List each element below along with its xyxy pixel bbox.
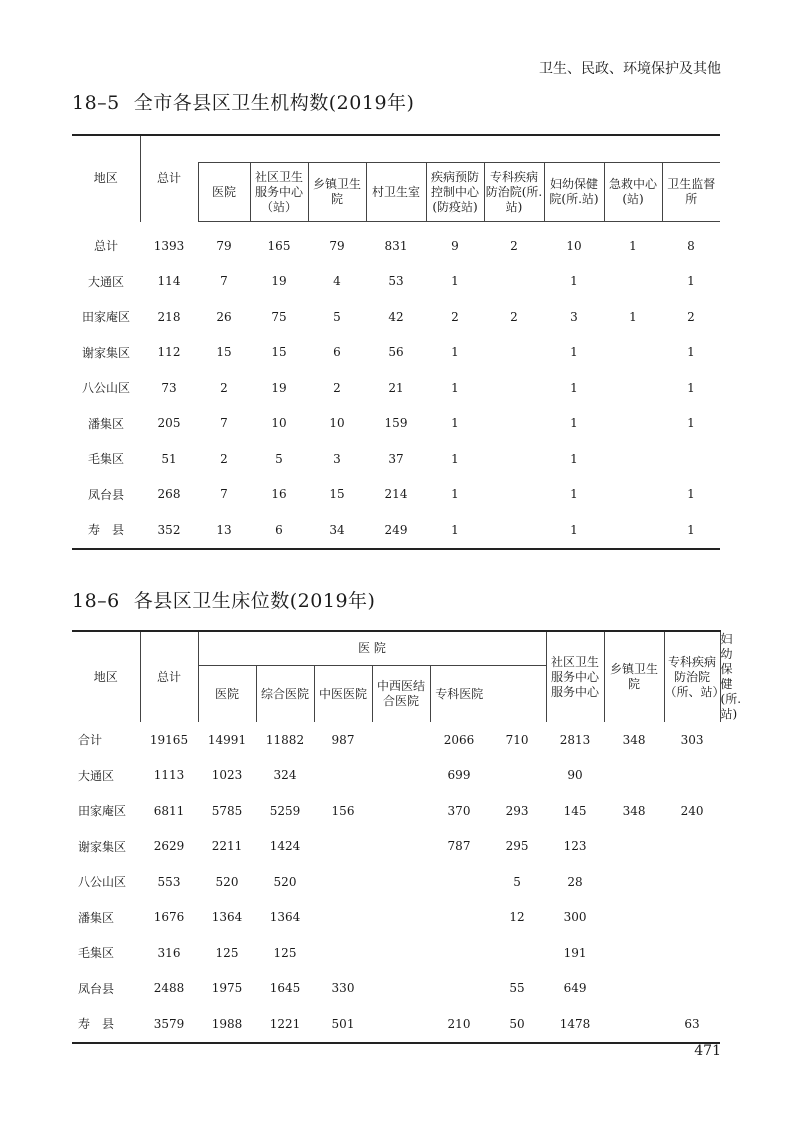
cell-mch: 1 bbox=[570, 380, 578, 395]
cell-total: 112 bbox=[157, 345, 181, 360]
cell-emergency bbox=[604, 477, 662, 513]
cell-cdc: 1 bbox=[426, 512, 484, 549]
cell-township: 2 bbox=[333, 380, 341, 395]
cell-total: 2629 bbox=[153, 839, 185, 854]
table2-body bbox=[72, 722, 720, 1043]
t2-header-general: 综合医院 bbox=[256, 666, 314, 722]
cell-general: 1364 bbox=[269, 910, 301, 925]
cell-cdc: 1 bbox=[451, 274, 459, 289]
cell-tcm: 501 bbox=[314, 1006, 372, 1043]
cell-general: 1645 bbox=[269, 981, 301, 996]
cell-region: 田家庵区 bbox=[81, 310, 130, 325]
cell-township: 649 bbox=[563, 981, 587, 996]
cell-tcm bbox=[314, 758, 372, 794]
cell-emergency bbox=[604, 335, 662, 371]
cell-township: 300 bbox=[563, 910, 587, 925]
cell-village: 249 bbox=[366, 512, 426, 549]
table-row bbox=[72, 406, 720, 442]
table-row bbox=[72, 1006, 720, 1043]
cell-township: 2813 bbox=[559, 732, 591, 747]
cell-mch bbox=[664, 935, 720, 971]
cell-community: 5 bbox=[513, 874, 521, 889]
cell-mch: 1 bbox=[570, 451, 578, 466]
cell-region: 八公山区 bbox=[81, 381, 130, 396]
cell-specialty-prevention: 348 bbox=[622, 732, 646, 747]
cell-mch: 1 bbox=[570, 345, 578, 360]
cell-specialty: 2 bbox=[510, 309, 518, 324]
cell-mch bbox=[664, 900, 720, 936]
t2-header-specialty-prevention: 专科疾病防治院（所、站） bbox=[664, 631, 720, 722]
chapter-title: 卫生、民政、环境保护及其他 bbox=[539, 61, 721, 77]
cell-township: 4 bbox=[333, 274, 341, 289]
cell-general: 11882 bbox=[265, 732, 305, 747]
cell-integrated bbox=[372, 900, 430, 936]
table-row bbox=[72, 222, 720, 264]
cell-hospital: 26 bbox=[216, 309, 232, 324]
cell-general: 1424 bbox=[269, 839, 301, 854]
cell-specialty-prevention bbox=[604, 864, 664, 900]
cell-specialty-prevention bbox=[604, 1006, 664, 1043]
t1-header-emergency: 急救中心(站) bbox=[604, 163, 662, 222]
cell-hospital: 2211 bbox=[211, 839, 243, 854]
cell-total: 268 bbox=[157, 487, 181, 502]
cell-cdc: 1 bbox=[451, 416, 459, 431]
cell-emergency bbox=[604, 370, 662, 406]
cell-mch: 240 bbox=[680, 803, 704, 818]
table2-title bbox=[72, 586, 375, 613]
table-row bbox=[72, 829, 720, 865]
cell-total: 316 bbox=[157, 945, 181, 960]
cell-specialty-hospital: 787 bbox=[447, 839, 471, 854]
cell-tcm: 987 bbox=[331, 732, 355, 747]
cell-specialty: 2 bbox=[510, 238, 518, 253]
cell-tcm bbox=[314, 829, 372, 865]
cell-supervision: 8 bbox=[687, 238, 695, 253]
cell-community: 19 bbox=[271, 380, 287, 395]
cell-tcm: 156 bbox=[331, 803, 355, 818]
cell-community: 165 bbox=[267, 238, 291, 253]
cell-township: 3 bbox=[333, 451, 341, 466]
cell-specialty-hospital bbox=[430, 971, 488, 1007]
table1-title bbox=[72, 88, 414, 115]
cell-specialty-prevention bbox=[604, 900, 664, 936]
t1-header-cdc: 疾病预防控制中心(防疫站) bbox=[426, 163, 484, 222]
t2-header-specialty-hospital: 专科医院 bbox=[430, 666, 488, 722]
cell-supervision: 1 bbox=[687, 274, 695, 289]
cell-hospital: 13 bbox=[198, 512, 250, 549]
cell-integrated bbox=[372, 935, 430, 971]
cell-mch: 1 bbox=[570, 416, 578, 431]
t2-header-hospital-group: 医 院 bbox=[198, 631, 546, 666]
cell-specialty-hospital: 210 bbox=[430, 1006, 488, 1043]
cell-general: 324 bbox=[273, 768, 297, 783]
cell-specialty bbox=[484, 477, 544, 513]
cell-township: 15 bbox=[329, 487, 345, 502]
cell-total: 1393 bbox=[153, 238, 185, 253]
cell-community: 16 bbox=[271, 487, 287, 502]
cell-region: 合计 bbox=[78, 733, 103, 748]
cell-region: 寿 县 bbox=[72, 1006, 140, 1043]
t2-header-total: 总计 bbox=[140, 631, 198, 722]
t2-header-integrated: 中西医结合医院 bbox=[372, 666, 430, 722]
cell-specialty bbox=[484, 264, 544, 300]
cell-village: 21 bbox=[388, 380, 404, 395]
table-row bbox=[72, 370, 720, 406]
cell-total: 1676 bbox=[153, 910, 185, 925]
cell-township: 10 bbox=[329, 416, 345, 431]
page-number: 471 bbox=[694, 1043, 721, 1059]
cell-total: 6811 bbox=[153, 803, 185, 818]
cell-total: 19165 bbox=[149, 732, 189, 747]
cell-mch bbox=[664, 758, 720, 794]
t1-header-village: 村卫生室 bbox=[366, 163, 426, 222]
cell-hospital: 79 bbox=[216, 238, 232, 253]
table1-number: 18–5 bbox=[72, 92, 120, 114]
table1 bbox=[72, 134, 720, 550]
cell-specialty-hospital bbox=[430, 935, 488, 971]
cell-community: 12 bbox=[509, 910, 525, 925]
table2: 地区 总计 医 院 社区卫生服务中心服务中心 乡镇卫生院 专科疾病防治院（所、站） 妇幼保健(所.站) 医院 综合医院 中医医院 中西医结合医院 专科医院 合计 19165 14991 11882 987 2066 710 2813 348 303 大通区 1113 1023 324 699 90 田家庵区 6811 5785 5259 156 370 293 145 348 240 谢家集区 2629 2211 1424 787 295 123 八公山区 553 520 520 5 28 潘集区 1676 1364 1364 12 300 毛集区 316 125 125 191 凤台县 2488 1975 1645 330 55 649 寿 县 3579 1988 1221 501 210 50 1478 63 bbox=[72, 630, 720, 1044]
cell-region: 八公山区 bbox=[78, 875, 127, 890]
cell-community: 710 bbox=[505, 732, 529, 747]
cell-integrated bbox=[372, 758, 430, 794]
t2-header-region: 地区 bbox=[72, 631, 140, 722]
cell-specialty-hospital bbox=[430, 864, 488, 900]
table-row bbox=[72, 512, 720, 549]
cell-village: 37 bbox=[388, 451, 404, 466]
cell-specialty-prevention bbox=[604, 758, 664, 794]
table1-body bbox=[72, 222, 720, 549]
cell-region: 总计 bbox=[93, 239, 118, 253]
table-row bbox=[72, 971, 720, 1007]
t1-header-region: 地区 bbox=[72, 135, 140, 222]
cell-emergency bbox=[604, 441, 662, 477]
table-row bbox=[72, 264, 720, 300]
cell-township: 90 bbox=[567, 768, 583, 783]
cell-integrated bbox=[372, 829, 430, 865]
cell-supervision: 1 bbox=[687, 345, 695, 360]
cell-integrated bbox=[372, 1006, 430, 1043]
cell-cdc: 1 bbox=[451, 451, 459, 466]
cell-region: 谢家集区 bbox=[81, 345, 130, 360]
cell-community: 50 bbox=[488, 1006, 546, 1043]
cell-specialty bbox=[484, 512, 544, 549]
cell-specialty-prevention bbox=[604, 971, 664, 1007]
cell-community: 10 bbox=[271, 416, 287, 431]
cell-mch: 1 bbox=[544, 512, 604, 549]
cell-hospital: 7 bbox=[220, 274, 228, 289]
cell-township: 79 bbox=[329, 238, 345, 253]
cell-region: 大通区 bbox=[78, 768, 115, 783]
cell-township: 123 bbox=[563, 839, 587, 854]
cell-region: 毛集区 bbox=[87, 452, 124, 467]
cell-specialty bbox=[484, 406, 544, 442]
table-row bbox=[72, 935, 720, 971]
cell-cdc: 2 bbox=[451, 309, 459, 324]
cell-community: 5 bbox=[275, 451, 283, 466]
cell-village: 159 bbox=[384, 416, 408, 431]
t2-header-hospital: 医院 bbox=[198, 666, 256, 722]
cell-tcm bbox=[314, 900, 372, 936]
cell-mch bbox=[664, 829, 720, 865]
cell-general: 5259 bbox=[269, 803, 301, 818]
cell-region: 寿 县 bbox=[72, 512, 140, 549]
cell-emergency: 1 bbox=[629, 309, 637, 324]
cell-community: 15 bbox=[271, 345, 287, 360]
cell-mch: 1 bbox=[570, 274, 578, 289]
cell-supervision bbox=[662, 441, 720, 477]
cell-village: 831 bbox=[384, 238, 408, 253]
cell-hospital: 7 bbox=[220, 487, 228, 502]
cell-total: 73 bbox=[161, 380, 177, 395]
cell-community bbox=[488, 935, 546, 971]
cell-specialty-prevention bbox=[604, 829, 664, 865]
cell-community: 19 bbox=[271, 274, 287, 289]
cell-total: 51 bbox=[161, 451, 177, 466]
cell-community: 6 bbox=[250, 512, 308, 549]
cell-integrated bbox=[372, 864, 430, 900]
cell-village: 214 bbox=[384, 487, 408, 502]
cell-general: 125 bbox=[273, 945, 297, 960]
cell-hospital: 15 bbox=[216, 345, 232, 360]
cell-mch: 10 bbox=[566, 238, 582, 253]
cell-general: 520 bbox=[273, 874, 297, 889]
table1-title-text: 全市各县区卫生机构数(2019年) bbox=[133, 92, 415, 114]
cell-township: 5 bbox=[333, 309, 341, 324]
cell-hospital: 1988 bbox=[198, 1006, 256, 1043]
cell-total: 218 bbox=[157, 309, 181, 324]
cell-specialty bbox=[484, 370, 544, 406]
cell-emergency bbox=[604, 406, 662, 442]
table-row bbox=[72, 299, 720, 335]
cell-region: 谢家集区 bbox=[78, 839, 127, 854]
cell-supervision: 1 bbox=[687, 487, 695, 502]
cell-total: 553 bbox=[157, 874, 181, 889]
cell-community: 295 bbox=[505, 839, 529, 854]
cell-village: 56 bbox=[388, 345, 404, 360]
cell-total: 2488 bbox=[153, 981, 185, 996]
cell-tcm bbox=[314, 864, 372, 900]
table-row bbox=[72, 900, 720, 936]
cell-mch: 3 bbox=[570, 309, 578, 324]
t1-header-total: 总计 bbox=[140, 135, 198, 222]
cell-specialty-hospital bbox=[430, 900, 488, 936]
cell-cdc: 9 bbox=[451, 238, 459, 253]
cell-hospital: 1975 bbox=[211, 981, 243, 996]
cell-specialty-hospital: 699 bbox=[447, 768, 471, 783]
cell-community: 293 bbox=[505, 803, 529, 818]
cell-integrated bbox=[372, 793, 430, 829]
cell-hospital: 2 bbox=[220, 380, 228, 395]
cell-total: 352 bbox=[140, 512, 198, 549]
cell-specialty-prevention: 348 bbox=[622, 803, 646, 818]
t2-header-tcm: 中医医院 bbox=[314, 666, 372, 722]
cell-supervision: 1 bbox=[687, 380, 695, 395]
t1-header-spacer bbox=[198, 135, 720, 163]
cell-township: 34 bbox=[308, 512, 366, 549]
cell-specialty bbox=[484, 335, 544, 371]
table-row bbox=[72, 793, 720, 829]
cell-mch: 303 bbox=[680, 732, 704, 747]
cell-emergency bbox=[604, 264, 662, 300]
cell-hospital: 2 bbox=[220, 451, 228, 466]
table-row bbox=[72, 477, 720, 513]
cell-township: 28 bbox=[567, 874, 583, 889]
cell-mch bbox=[664, 971, 720, 1007]
cell-hospital: 1364 bbox=[211, 910, 243, 925]
cell-community bbox=[488, 758, 546, 794]
cell-region: 潘集区 bbox=[87, 416, 124, 431]
table2-title-text: 各县区卫生床位数(2019年) bbox=[133, 590, 376, 612]
t2-header-township: 乡镇卫生院 bbox=[604, 631, 664, 722]
cell-general: 1221 bbox=[256, 1006, 314, 1043]
cell-tcm: 330 bbox=[331, 981, 355, 996]
t1-header-township: 乡镇卫生院 bbox=[308, 163, 366, 222]
t1-header-supervision: 卫生监督所 bbox=[662, 163, 720, 222]
cell-supervision: 2 bbox=[687, 309, 695, 324]
t1-header-hospital: 医院 bbox=[198, 163, 250, 222]
cell-region: 田家庵区 bbox=[78, 804, 127, 819]
cell-township: 191 bbox=[563, 945, 587, 960]
cell-specialty-prevention bbox=[604, 935, 664, 971]
cell-supervision: 1 bbox=[662, 512, 720, 549]
cell-region: 凤台县 bbox=[78, 981, 115, 996]
cell-community: 55 bbox=[509, 981, 525, 996]
cell-emergency bbox=[604, 512, 662, 549]
table-row bbox=[72, 864, 720, 900]
cell-specialty-hospital: 2066 bbox=[443, 732, 475, 747]
table-row bbox=[72, 335, 720, 371]
t1-header-specialty: 专科疾病防治院(所.站) bbox=[484, 163, 544, 222]
cell-hospital: 14991 bbox=[207, 732, 247, 747]
cell-integrated bbox=[372, 722, 430, 758]
cell-total: 3579 bbox=[140, 1006, 198, 1043]
cell-township: 1478 bbox=[546, 1006, 604, 1043]
cell-specialty-hospital: 370 bbox=[447, 803, 471, 818]
cell-community: 75 bbox=[271, 309, 287, 324]
cell-total: 114 bbox=[157, 274, 181, 289]
cell-supervision: 1 bbox=[687, 416, 695, 431]
cell-hospital: 125 bbox=[215, 945, 239, 960]
cell-hospital: 7 bbox=[220, 416, 228, 431]
cell-cdc: 1 bbox=[451, 487, 459, 502]
cell-tcm bbox=[314, 935, 372, 971]
t1-header-community: 社区卫生服务中心（站） bbox=[250, 163, 308, 222]
cell-hospital: 5785 bbox=[211, 803, 243, 818]
table-row bbox=[72, 441, 720, 477]
cell-village: 42 bbox=[388, 309, 404, 324]
table2-number: 18–6 bbox=[72, 590, 120, 612]
cell-mch: 63 bbox=[664, 1006, 720, 1043]
t2-header-community: 社区卫生服务中心服务中心 bbox=[546, 631, 604, 722]
t1-header-mch: 妇幼保健院(所.站) bbox=[544, 163, 604, 222]
cell-cdc: 1 bbox=[451, 345, 459, 360]
cell-total: 205 bbox=[157, 416, 181, 431]
cell-specialty bbox=[484, 441, 544, 477]
cell-region: 大通区 bbox=[87, 274, 124, 289]
cell-mch: 1 bbox=[570, 487, 578, 502]
cell-hospital: 1023 bbox=[211, 768, 243, 783]
cell-hospital: 520 bbox=[215, 874, 239, 889]
table-row bbox=[72, 722, 720, 758]
table-row bbox=[72, 758, 720, 794]
cell-mch bbox=[664, 864, 720, 900]
cell-total: 1113 bbox=[153, 768, 185, 783]
cell-region: 凤台县 bbox=[87, 487, 124, 502]
cell-region: 潘集区 bbox=[78, 910, 115, 925]
cell-region: 毛集区 bbox=[78, 946, 115, 961]
cell-cdc: 1 bbox=[451, 380, 459, 395]
cell-township: 145 bbox=[563, 803, 587, 818]
cell-emergency: 1 bbox=[629, 238, 637, 253]
cell-village: 53 bbox=[388, 274, 404, 289]
cell-township: 6 bbox=[333, 345, 341, 360]
cell-integrated bbox=[372, 971, 430, 1007]
